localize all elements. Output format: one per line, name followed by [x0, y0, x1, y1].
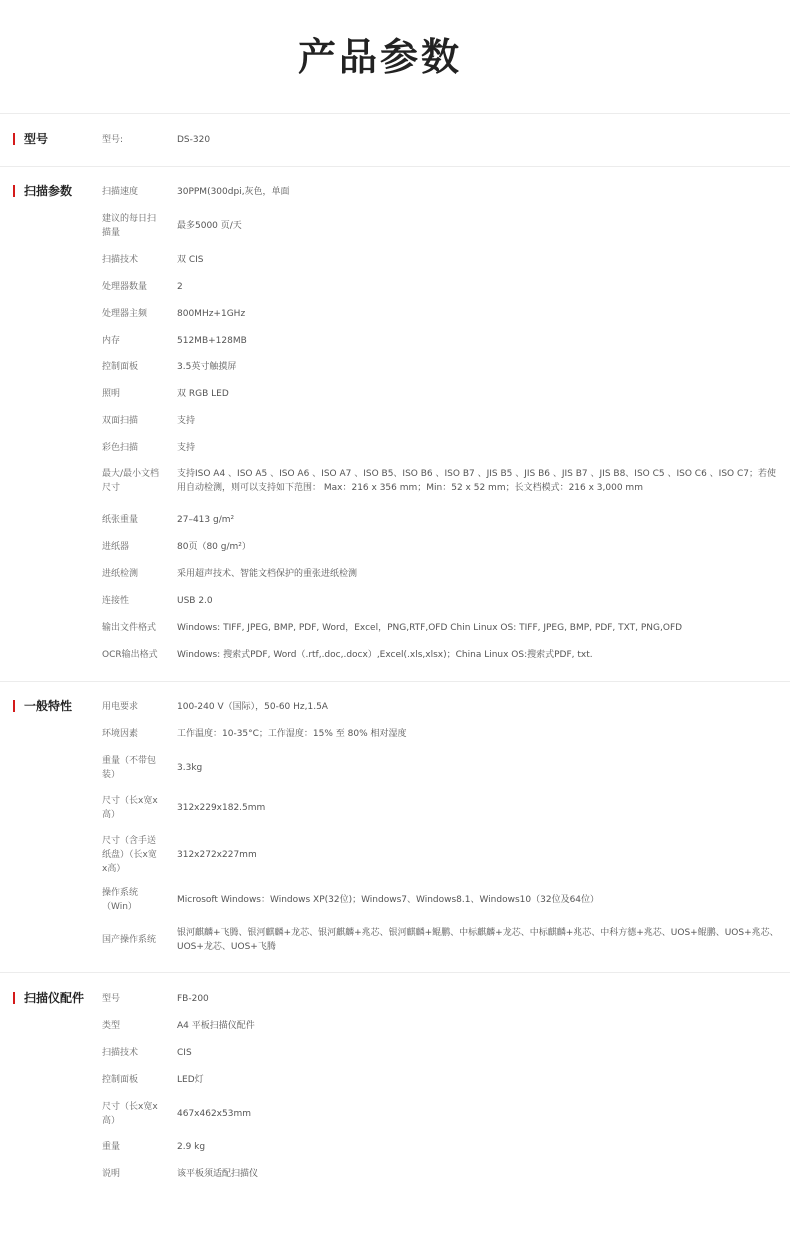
- spec-value: Windows: 搜索式PDF, Word（.rtf,.doc,.docx）,Excel(.xls,xlsx)；China Linux OS:搜索式PDF, txt.: [177, 650, 593, 660]
- spec-value: LED灯: [177, 1075, 204, 1085]
- spec-label: 双面扫描: [102, 416, 139, 426]
- page-title: 产品参数: [297, 35, 462, 79]
- section-title-accessory: 扫描仪配件: [24, 991, 85, 1005]
- spec-label: 尺寸（长x宽x高）: [102, 796, 158, 820]
- section-divider: [0, 113, 790, 114]
- spec-value: FB-200: [177, 994, 209, 1004]
- spec-value: 2: [177, 282, 183, 292]
- spec-label: 尺寸（长x宽x高）: [102, 1102, 158, 1126]
- spec-value: 3.3kg: [177, 763, 203, 773]
- spec-label: 说明: [102, 1169, 121, 1179]
- spec-label: 用电要求: [102, 702, 139, 712]
- spec-label: 建议的每日扫描量: [102, 214, 157, 238]
- spec-label: 环境因素: [102, 729, 139, 739]
- spec-label: 输出文件格式: [102, 623, 157, 633]
- spec-value: 80页（80 g/m²）: [177, 542, 251, 552]
- spec-value: 312x229x182.5mm: [177, 803, 266, 813]
- spec-value: 支持ISO A4 、ISO A5 、ISO A6 、ISO A7 、ISO B5、ISO B6 、ISO B7 、JIS B5 、JIS B6 、JIS B7 、JIS B8、ISO C5 、ISO C6 、ISO C7；若使用自动检测，则可以支持如下范围： Max：216 x 356 mm；Min：52 x 52 mm；长文档模式：216 x 3,000 mm: [177, 469, 776, 493]
- spec-label: 重量: [102, 1142, 121, 1152]
- spec-label: 操作系统（Win）: [102, 888, 139, 912]
- spec-label: 内存: [102, 336, 121, 346]
- spec-value: Windows: TIFF, JPEG, BMP, PDF, Word，Excel，PNG,RTF,OFD Chin Linux OS: TIFF, JPEG, BMP, PDF, TXT, PNG,OFD: [177, 623, 683, 633]
- spec-value: 312x272x227mm: [177, 850, 257, 860]
- spec-value: 双 RGB LED: [177, 389, 229, 399]
- spec-value: 该平板须适配扫描仪: [177, 1169, 259, 1179]
- spec-label: 扫描技术: [102, 1048, 139, 1058]
- section-marker: [13, 992, 15, 1004]
- spec-label: 最大/最小文档尺寸: [102, 469, 160, 493]
- spec-label: 尺寸（含手送纸盘）（长x宽x高）: [102, 836, 157, 874]
- spec-value: 800MHz+1GHz: [177, 309, 246, 319]
- spec-label: 类型: [102, 1021, 121, 1031]
- section-marker: [13, 700, 15, 712]
- spec-value: Microsoft Windows：Windows XP(32位)；Windows7、Windows8.1、Windows10（32位及64位）: [177, 895, 600, 905]
- section-divider: [0, 681, 790, 682]
- spec-label: 处理器主频: [102, 309, 148, 319]
- spec-label: 连接性: [102, 596, 130, 606]
- spec-value: 2.9 kg: [177, 1142, 206, 1152]
- spec-label: 彩色扫描: [102, 443, 139, 453]
- section-marker: [13, 133, 15, 145]
- spec-label: 纸张重量: [102, 515, 139, 525]
- spec-value: 27–413 g/m²: [177, 515, 235, 525]
- spec-label: OCR输出格式: [102, 650, 158, 660]
- spec-value: A4 平板扫描仪配件: [177, 1021, 255, 1031]
- section-title-scan-params: 扫描参数: [24, 184, 73, 198]
- section-divider: [0, 972, 790, 973]
- spec-label: 扫描速度: [102, 187, 139, 197]
- spec-label: 型号: [102, 994, 121, 1004]
- spec-value: 银河麒麟+飞腾、银河麒麟+龙芯、银河麒麟+兆芯、银河麒麟+鲲鹏、中标麒麟+龙芯、中标麒麟+兆芯、中科方德+兆芯、UOS+鲲鹏、UOS+兆芯、UOS+龙芯、UOS+飞腾: [177, 928, 779, 952]
- spec-label: 型号:: [102, 135, 124, 145]
- spec-label: 重量（不带包装）: [102, 756, 157, 780]
- spec-value: CIS: [177, 1048, 192, 1058]
- section-title-model: 型号: [24, 132, 49, 146]
- spec-value: 100-240 V（国际），50-60 Hz,1.5A: [177, 702, 328, 712]
- spec-value: 512MB+128MB: [177, 336, 247, 346]
- spec-label: 扫描技术: [102, 255, 139, 265]
- spec-value: 双 CIS: [177, 255, 204, 265]
- spec-value: 3.5英寸触摸屏: [177, 362, 237, 372]
- spec-value: 467x462x53mm: [177, 1109, 251, 1119]
- spec-label: 处理器数量: [102, 282, 148, 292]
- spec-label: 国产操作系统: [102, 935, 157, 945]
- section-title-general: 一般特性: [24, 699, 73, 713]
- spec-label: 控制面板: [102, 362, 139, 372]
- spec-label: 照明: [102, 389, 121, 399]
- spec-value: 支持: [177, 416, 196, 426]
- spec-label: 进纸检测: [102, 569, 139, 579]
- spec-value: 采用超声技术、智能文档保护的重张进纸检测: [177, 569, 358, 579]
- spec-label: 控制面板: [102, 1075, 139, 1085]
- section-marker: [13, 185, 15, 197]
- spec-value: 最多5000 页/天: [177, 221, 242, 231]
- spec-label: 进纸器: [102, 542, 130, 552]
- spec-value: 支持: [177, 443, 196, 453]
- spec-value: USB 2.0: [177, 596, 213, 606]
- spec-value: DS-320: [177, 135, 211, 145]
- section-divider: [0, 166, 790, 167]
- spec-value: 30PPM(300dpi,灰色，单面: [177, 187, 290, 197]
- spec-value: 工作温度：10-35°C；工作湿度：15% 至 80% 相对湿度: [177, 729, 407, 739]
